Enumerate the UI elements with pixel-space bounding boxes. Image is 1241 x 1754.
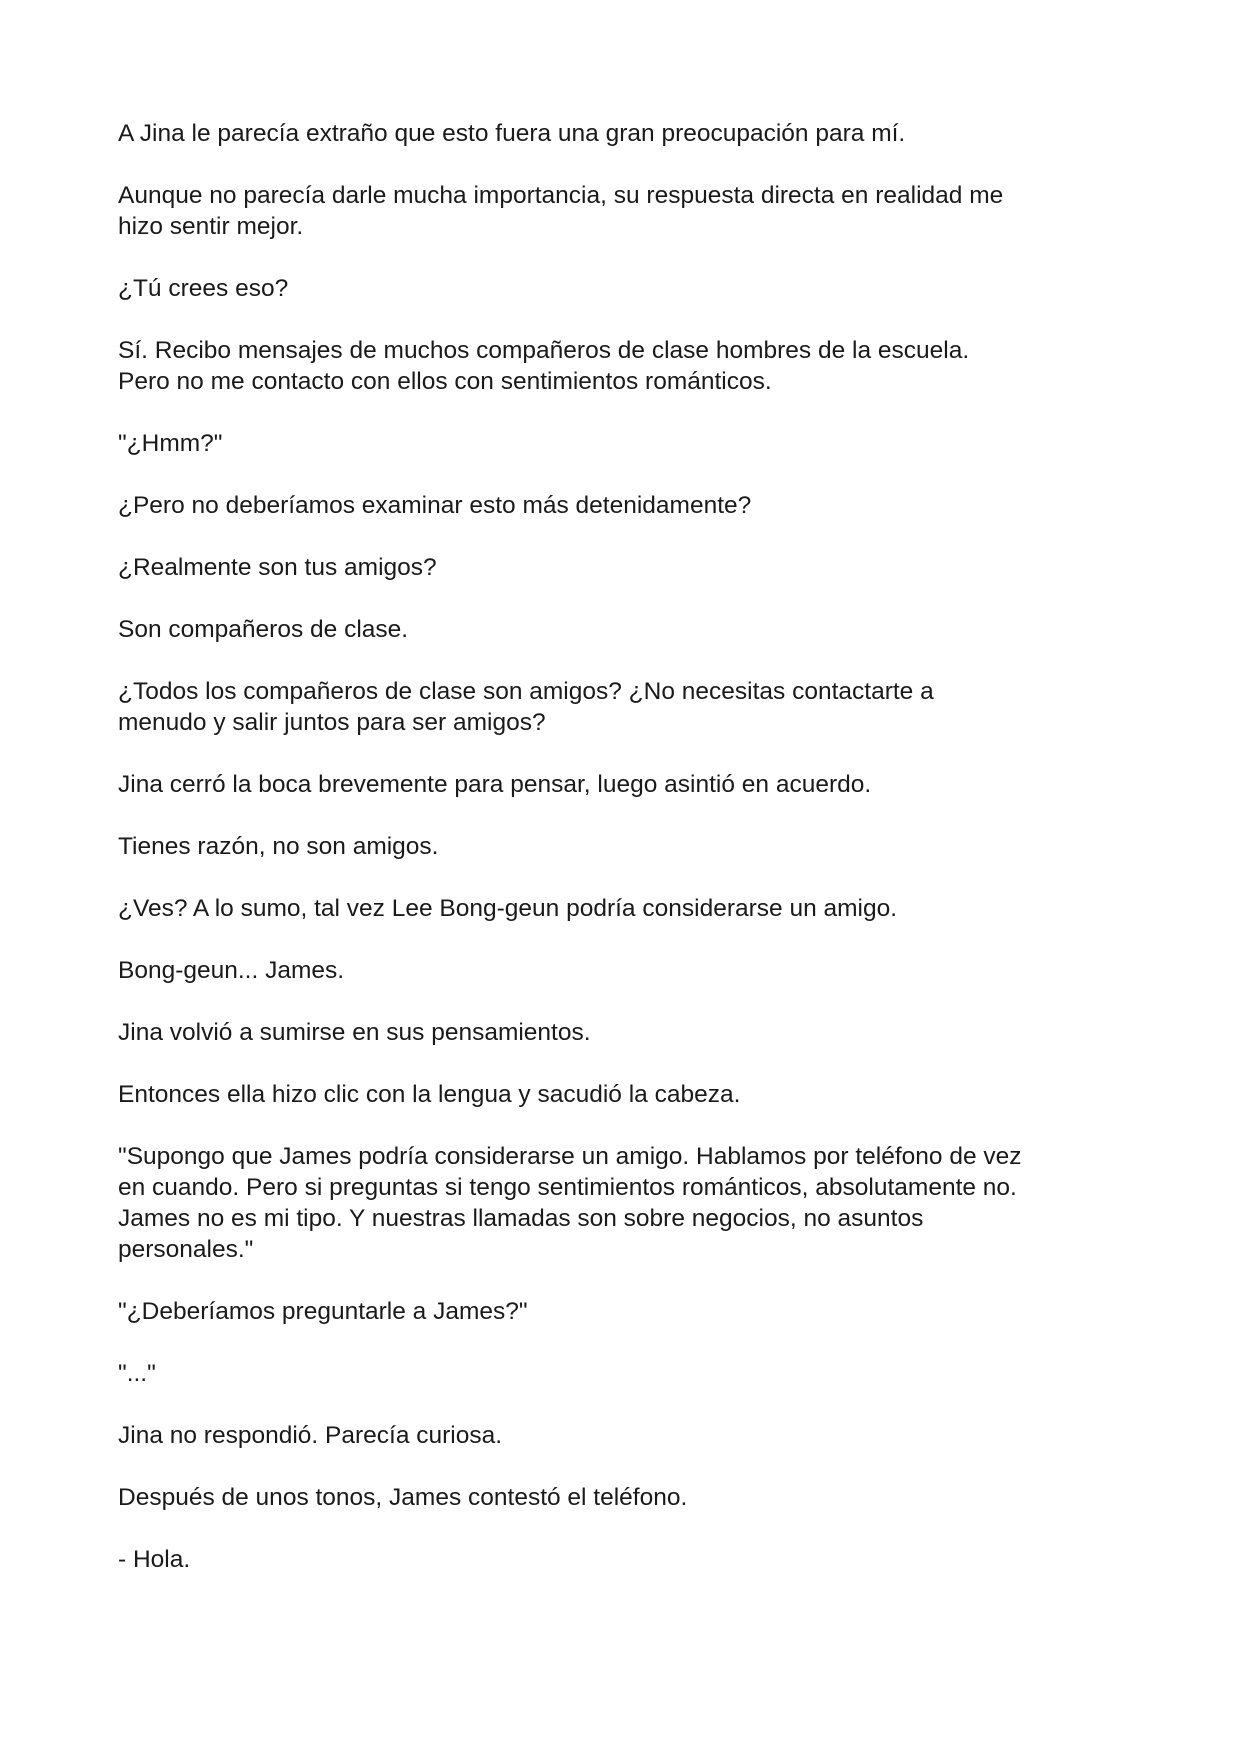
paragraph: ¿Todos los compañeros de clase son amigos? ¿No necesitas contactarte a menudo y salir juntos para ser amigos? (118, 678, 934, 736)
paragraph: "¿Hmm?" (118, 430, 223, 457)
paragraph: Jina no respondió. Parecía curiosa. (118, 1422, 503, 1449)
paragraph: ¿Tú crees eso? (118, 275, 289, 302)
paragraph: A Jina le parecía extraño que esto fuera una gran preocupación para mí. (118, 120, 906, 147)
paragraph: Bong-geun... James. (118, 957, 345, 984)
paragraph: Entonces ella hizo clic con la lengua y sacudió la cabeza. (118, 1081, 741, 1108)
paragraph: Aunque no parecía darle mucha importancia, su respuesta directa en realidad me hizo sentir mejor. (118, 182, 1004, 240)
paragraph: Sí. Recibo mensajes de muchos compañeros de clase hombres de la escuela. Pero no me contacto con ellos con sentimientos románticos. (118, 337, 970, 395)
paragraph: "¿Deberíamos preguntarle a James?" (118, 1298, 528, 1325)
paragraph: ¿Ves? A lo sumo, tal vez Lee Bong-geun podría considerarse un amigo. (118, 895, 898, 922)
paragraph: "Supongo que James podría considerarse un amigo. Hablamos por teléfono de vez en cuando. Pero si preguntas si tengo sentimientos románticos, absolutamente no. James no es mi tipo. Y nuestras llamadas son sobre negocios, no asuntos personales." (118, 1143, 1022, 1263)
paragraph: ¿Realmente son tus amigos? (118, 554, 437, 581)
document-body (118, 118, 1128, 1606)
paragraph: Tienes razón, no son amigos. (118, 833, 439, 860)
paragraph: Jina volvió a sumirse en sus pensamientos. (118, 1019, 591, 1046)
paragraph: ¿Pero no deberíamos examinar esto más detenidamente? (118, 492, 752, 519)
paragraph: Son compañeros de clase. (118, 616, 409, 643)
paragraph: "..." (118, 1360, 156, 1387)
paragraph: Después de unos tonos, James contestó el teléfono. (118, 1484, 688, 1511)
paragraph: - Hola. (118, 1546, 191, 1573)
paragraph: Jina cerró la boca brevemente para pensar, luego asintió en acuerdo. (118, 771, 872, 798)
